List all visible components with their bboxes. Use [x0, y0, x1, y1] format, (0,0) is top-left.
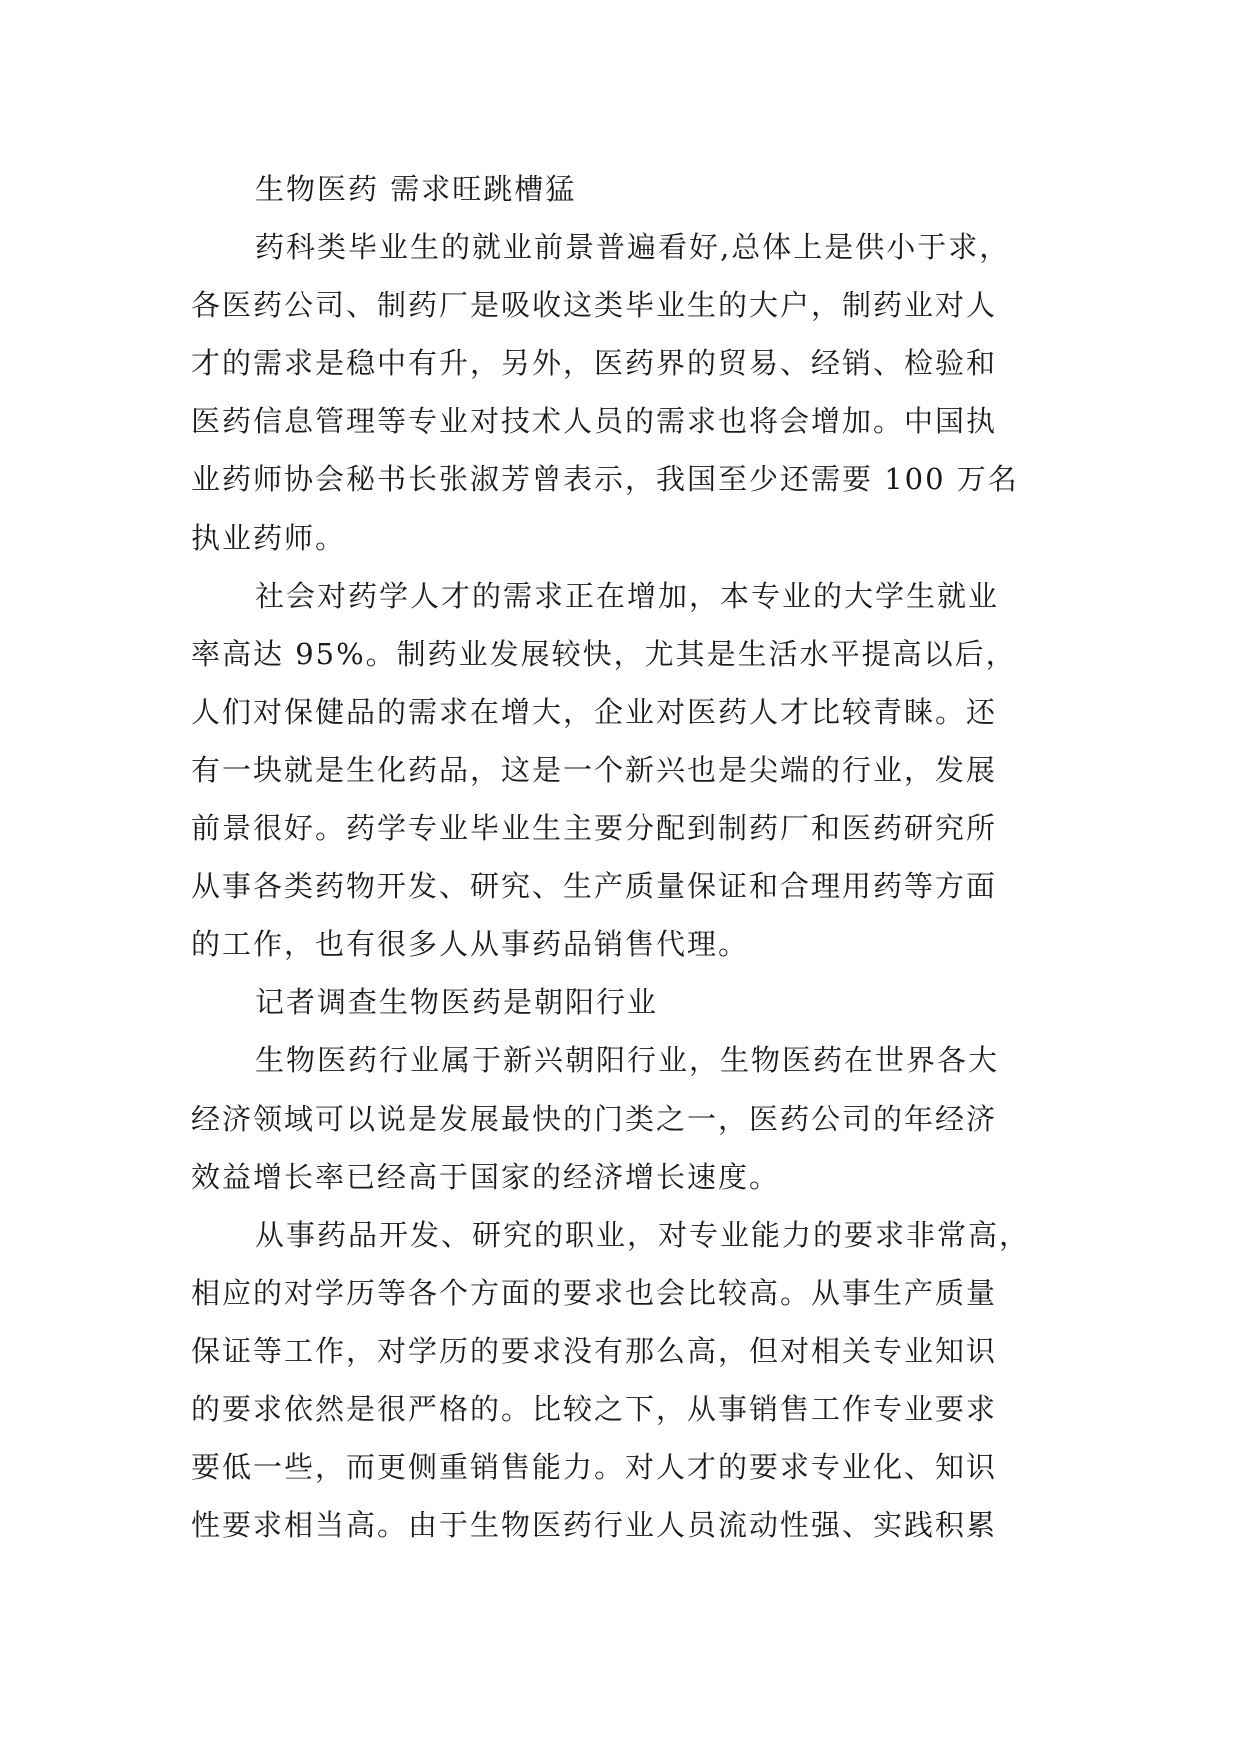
text-line: 执业药师。 [191, 520, 347, 555]
text-line: 有一块就是生化药品，这是一个新兴也是尖端的行业，发展 [191, 752, 998, 787]
text-line: 的工作，也有很多人从事药品销售代理。 [191, 927, 750, 962]
text-line: 医药信息管理等专业对技术人员的需求也将会增加。中国执 [191, 404, 998, 439]
text-line: 业药师协会秘书长张淑芳曾表示，我国至少还需要 100 万名 [191, 462, 1019, 497]
text-line: 生物医药行业属于新兴朝阳行业，生物医药在世界各大 [255, 1043, 1000, 1078]
text-line: 生物医药 需求旺跳槽猛 [255, 172, 577, 206]
text-line: 从事各类药物开发、研究、生产质量保证和合理用药等方面 [191, 869, 998, 904]
text-line: 的要求依然是很严格的。比较之下，从事销售工作专业要求 [191, 1391, 998, 1426]
text-line: 效益增长率已经高于国家的经济增长速度。 [191, 1159, 781, 1194]
text-line: 各医药公司、制药厂是吸收这类毕业生的大户，制药业对人 [191, 288, 998, 323]
text-line: 要低一些，而更侧重销售能力。对人才的要求专业化、知识 [191, 1450, 998, 1485]
text-line: 社会对药学人才的需求正在增加，本专业的大学生就业 [255, 578, 1000, 613]
text-line: 人们对保健品的需求在增大，企业对医药人才比较青睐。还 [191, 694, 998, 729]
text-line: 经济领域可以说是发展最快的门类之一，医药公司的年经济 [191, 1101, 998, 1136]
text-line: 率高达 95%。制药业发展较快，尤其是生活水平提高以后， [191, 636, 1017, 671]
text-line: 药科类毕业生的就业前景普遍看好,总体上是供小于求， [255, 230, 1011, 265]
text-line: 从事药品开发、研究的职业，对专业能力的要求非常高， [255, 1217, 1031, 1252]
document-body [191, 160, 1061, 1554]
text-line: 保证等工作，对学历的要求没有那么高，但对相关专业知识 [191, 1333, 998, 1368]
text-line: 才的需求是稳中有升，另外，医药界的贸易、经销、检验和 [191, 346, 998, 381]
text-line: 相应的对学历等各个方面的要求也会比较高。从事生产质量 [191, 1275, 998, 1310]
text-line: 前景很好。药学专业毕业生主要分配到制药厂和医药研究所 [191, 811, 998, 846]
text-line: 记者调查生物医药是朝阳行业 [255, 985, 659, 1020]
text-line: 性要求相当高。由于生物医药行业人员流动性强、实践积累 [191, 1508, 998, 1543]
